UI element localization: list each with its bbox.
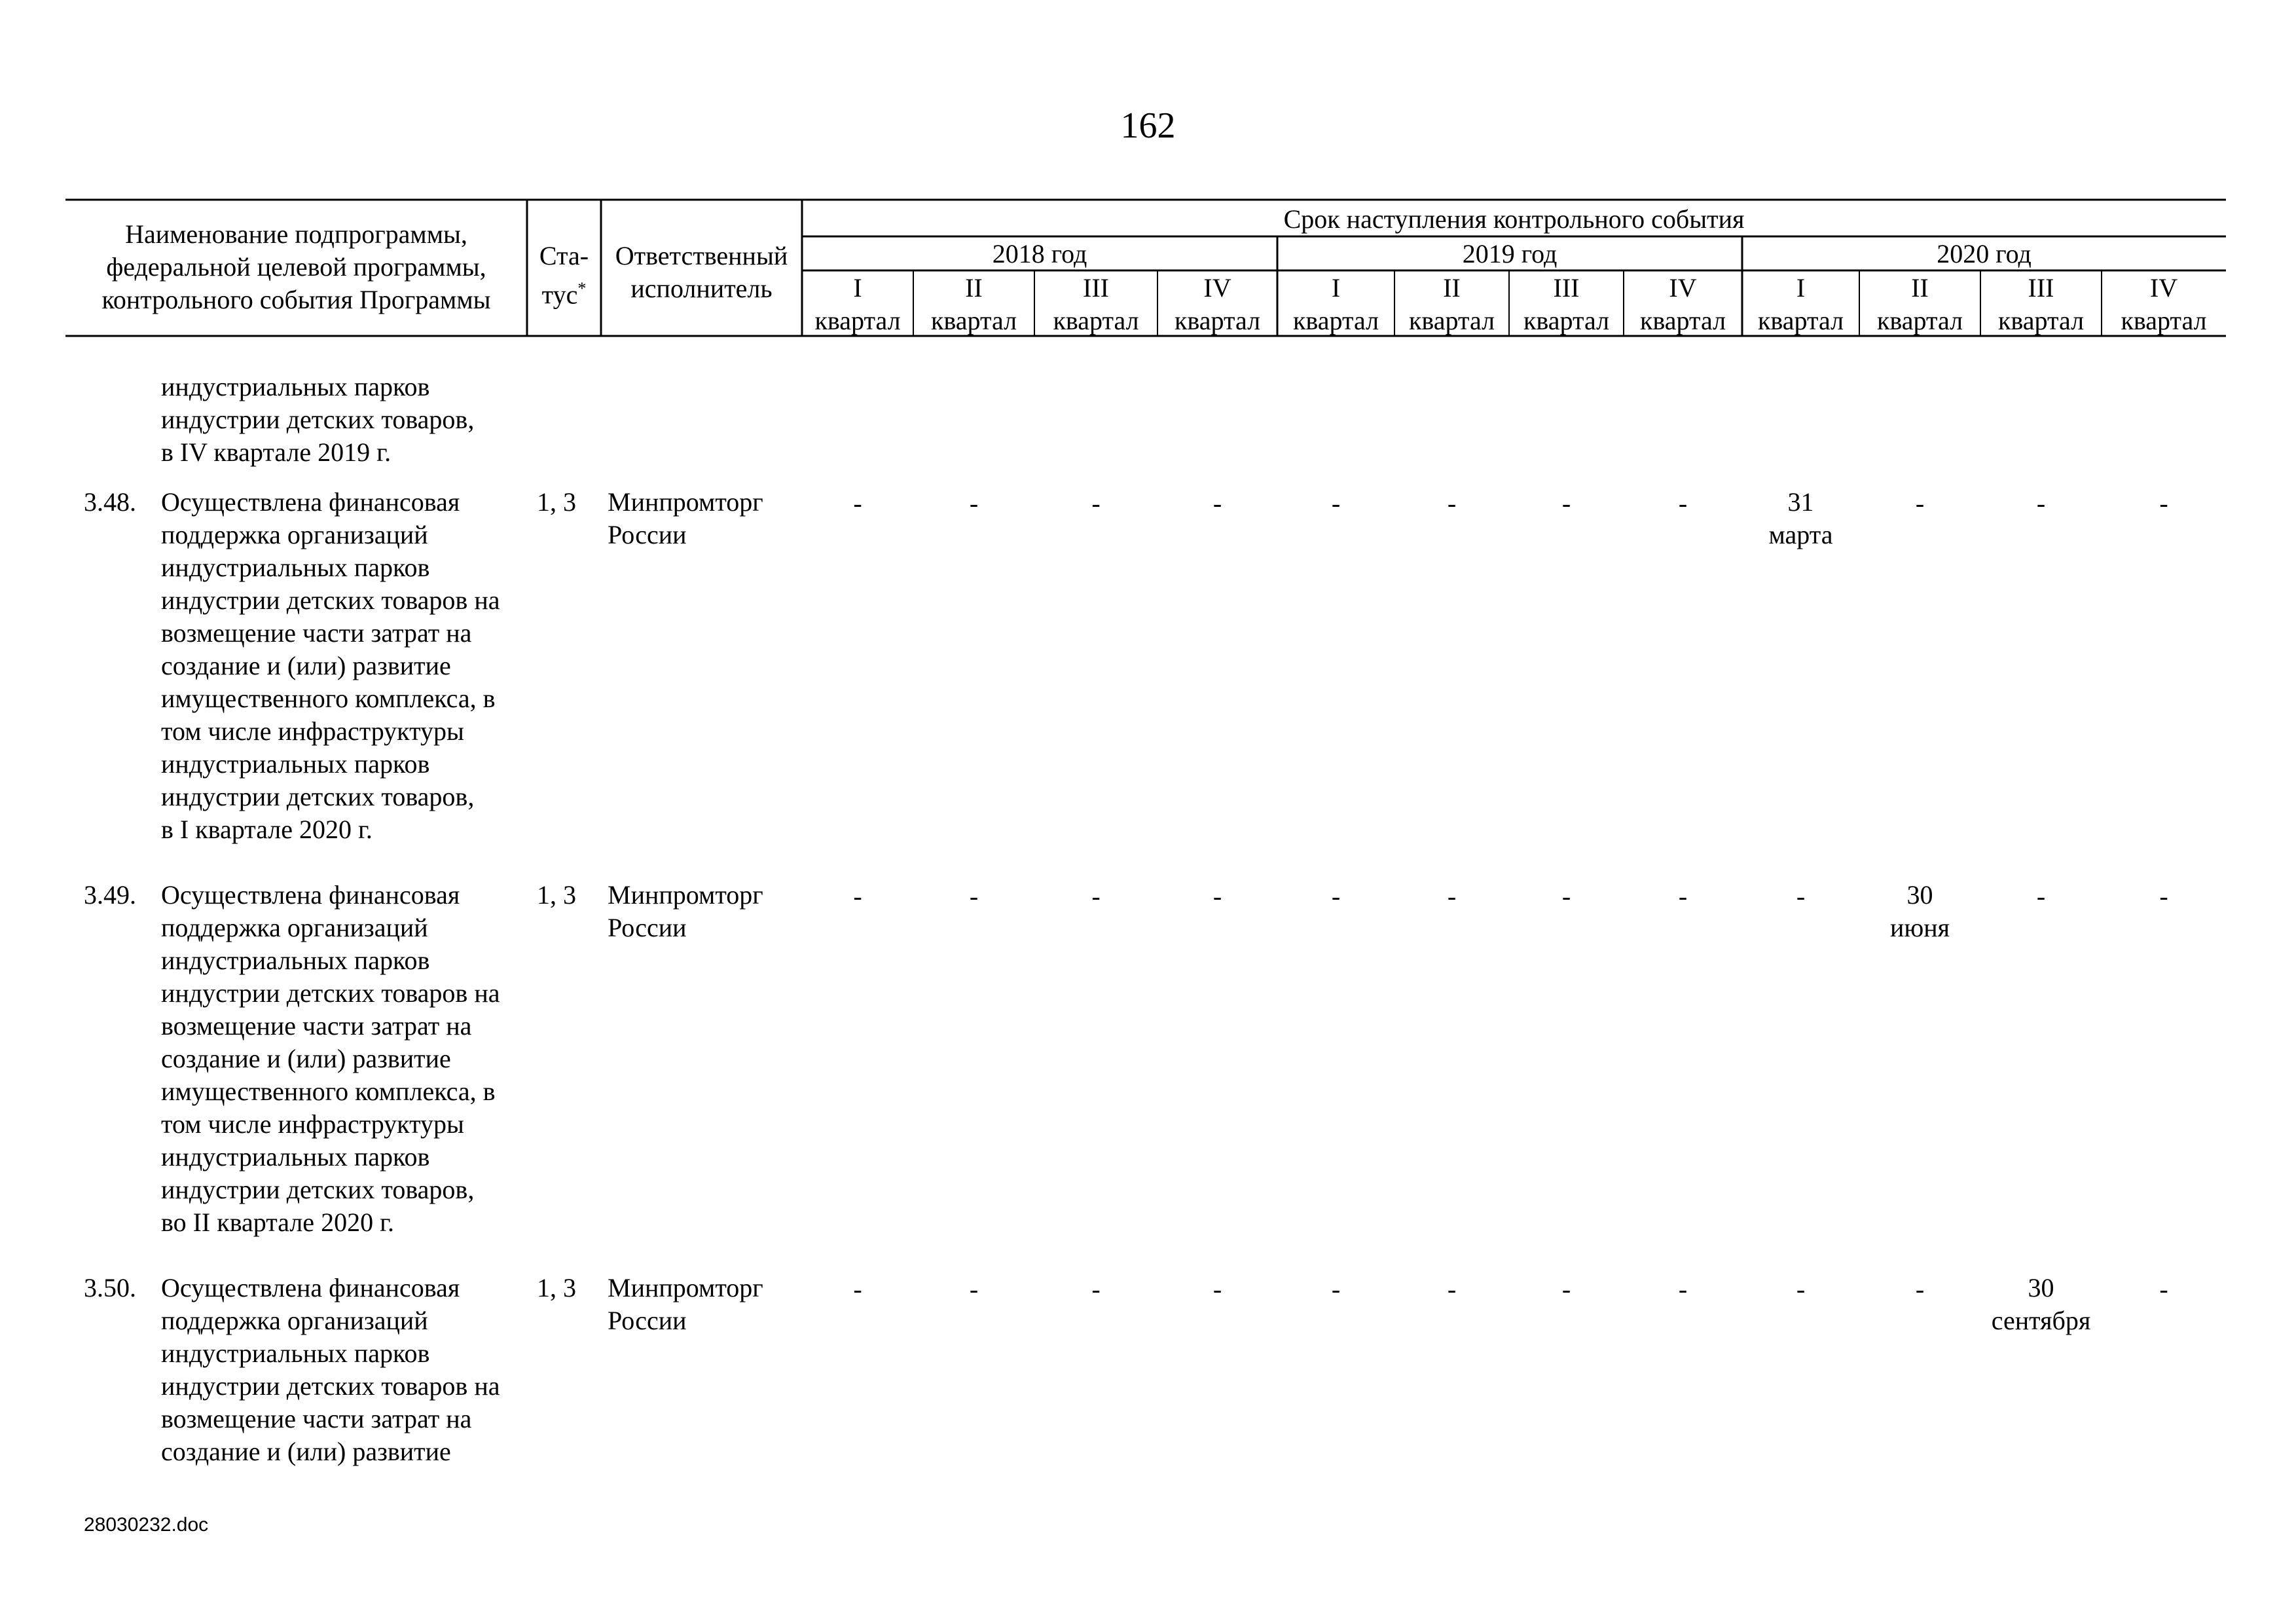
row-mark-date: 31 <box>1787 487 1814 517</box>
header-year-2019: 2019 год <box>1462 239 1558 268</box>
header-quarter-cell <box>1394 272 1509 337</box>
header-quarter-cell <box>1742 272 1859 337</box>
page-number: 162 <box>1120 105 1176 146</box>
row-status: 1, 3 <box>537 487 576 517</box>
row-mark-dash: - <box>853 1274 862 1304</box>
quarter-numeral: II <box>965 273 983 303</box>
row-mark-dash: - <box>1212 1274 1222 1304</box>
header-quarter-cell <box>1624 272 1742 337</box>
row-name-line: том числе инфраструктуры <box>161 1109 464 1139</box>
continuation-line: индустрии детских товаров, <box>161 405 475 434</box>
quarter-word: квартал <box>1523 306 1610 335</box>
row-mark-dash: - <box>1091 1274 1101 1304</box>
header-status-line: Ста- <box>539 241 589 270</box>
quarter-word: квартал <box>1408 306 1495 335</box>
row-mark-dash: - <box>969 1274 979 1304</box>
continuation-line: в IV квартале 2019 г. <box>161 437 392 467</box>
row-number: 3.49. <box>84 880 136 910</box>
row-mark-dash: - <box>1212 489 1222 518</box>
row-name-line: индустриальных парков <box>161 749 430 779</box>
row-mark-dash: - <box>1331 1274 1341 1304</box>
header-name-line: федеральной целевой программы, <box>106 252 486 282</box>
row-mark-dash: - <box>1447 881 1457 911</box>
quarter-word: квартал <box>1053 306 1139 335</box>
quarter-numeral: I <box>1796 273 1806 303</box>
row-name-line: возмещение части затрат на <box>161 618 472 648</box>
row-name-line: создание и (или) развитие <box>161 651 451 680</box>
quarter-word: квартал <box>1757 306 1844 335</box>
header-executor-line: Ответственный <box>615 241 788 270</box>
row-name-line: возмещение части затрат на <box>161 1011 472 1041</box>
row-executor-line: Минпромторг <box>608 1273 763 1302</box>
row-mark-dash: - <box>1091 881 1101 911</box>
row-mark-dash: - <box>1561 881 1571 911</box>
header-quarter-cell <box>1859 272 1980 337</box>
header-name-line: Наименование подпрограммы, <box>125 219 467 249</box>
row-name-line: индустрии детских товаров, <box>161 1175 475 1204</box>
header-status-text: тус <box>541 280 578 310</box>
row-mark-dash: - <box>1796 881 1806 911</box>
row-mark-date: сентября <box>1991 1306 2091 1335</box>
row-mark-date: марта <box>1768 520 1833 549</box>
header-status-line <box>527 272 601 311</box>
row-mark-dash: - <box>1331 881 1341 911</box>
quarter-numeral: III <box>1083 273 1109 303</box>
header-quarter-cell <box>913 272 1034 337</box>
header-quarter-cell <box>1980 272 2102 337</box>
header-year-2018: 2018 год <box>992 239 1087 268</box>
row-mark-dash: - <box>1678 881 1688 911</box>
row-name-line: создание и (или) развитие <box>161 1437 451 1466</box>
quarter-numeral: IV <box>1203 273 1231 303</box>
header-period-title: Срок наступления контрольного события <box>1283 204 1745 234</box>
row-mark-dash: - <box>1915 1274 1925 1304</box>
row-name-line: в I квартале 2020 г. <box>161 815 373 844</box>
quarter-word: квартал <box>1639 306 1726 335</box>
quarter-word: квартал <box>814 306 901 335</box>
row-name-line: поддержка организаций <box>161 1306 428 1335</box>
quarter-numeral: II <box>1443 273 1461 303</box>
row-mark-dash: - <box>2159 1274 2168 1304</box>
row-mark-date: июня <box>1889 913 1950 942</box>
row-number: 3.50. <box>84 1273 136 1302</box>
row-name-line: Осуществлена финансовая <box>161 1273 460 1302</box>
row-executor-line: России <box>608 1306 687 1335</box>
row-mark-dash: - <box>1561 489 1571 518</box>
row-mark-dash: - <box>1331 489 1341 518</box>
header-quarter-cell <box>1034 272 1157 337</box>
row-name-line: Осуществлена финансовая <box>161 487 460 517</box>
row-status: 1, 3 <box>537 1273 576 1302</box>
row-mark-dash: - <box>853 881 862 911</box>
row-name-line: поддержка организаций <box>161 520 428 549</box>
quarter-numeral: II <box>1911 273 1929 303</box>
row-name-line: во II квартале 2020 г. <box>161 1208 394 1237</box>
row-mark-dash: - <box>969 489 979 518</box>
quarter-word: квартал <box>1997 306 2085 335</box>
row-name-line: индустрии детских товаров на <box>161 1371 500 1401</box>
header-quarter-cell <box>1157 272 1277 337</box>
quarter-numeral: III <box>2028 273 2054 303</box>
row-mark-dash: - <box>2159 489 2168 518</box>
row-name-line: Осуществлена финансовая <box>161 880 460 910</box>
row-mark-dash: - <box>1678 1274 1688 1304</box>
row-name-line: том числе инфраструктуры <box>161 716 464 746</box>
row-mark-date: 30 <box>2028 1273 2054 1302</box>
quarter-word: квартал <box>1876 306 1963 335</box>
header-executor-line: исполнитель <box>630 274 773 303</box>
row-mark-dash: - <box>1091 489 1101 518</box>
row-mark-dash: - <box>2159 881 2168 911</box>
row-executor-line: Минпромторг <box>608 880 763 910</box>
row-name-line: индустрии детских товаров на <box>161 978 500 1008</box>
row-name-line: имущественного комплекса, в <box>161 684 496 713</box>
header-quarter-cell <box>802 272 913 337</box>
row-mark-dash: - <box>853 489 862 518</box>
row-mark-dash: - <box>1915 489 1925 518</box>
row-name-line: индустриальных парков <box>161 1142 430 1172</box>
continuation-line: индустриальных парков <box>161 372 430 401</box>
row-name-line: поддержка организаций <box>161 913 428 942</box>
quarter-numeral: I <box>853 273 862 303</box>
quarter-word: квартал <box>1174 306 1261 335</box>
row-mark-dash: - <box>1796 1274 1806 1304</box>
row-executor-line: России <box>608 520 687 549</box>
row-name-line: имущественного комплекса, в <box>161 1077 496 1106</box>
row-mark-dash: - <box>2036 881 2046 911</box>
row-executor-line: Минпромторг <box>608 487 763 517</box>
row-name-line: создание и (или) развитие <box>161 1044 451 1073</box>
header-quarter-cell <box>1509 272 1624 337</box>
row-number: 3.48. <box>84 487 136 517</box>
row-executor-line: России <box>608 913 687 942</box>
quarter-numeral: I <box>1331 273 1341 303</box>
row-name-line: индустрии детских товаров на <box>161 585 500 615</box>
quarter-word: квартал <box>930 306 1017 335</box>
row-name-line: индустрии детских товаров, <box>161 782 475 811</box>
quarter-numeral: IV <box>2149 273 2178 303</box>
header-quarter-cell <box>2102 272 2226 337</box>
row-name-line: индустриальных парков <box>161 1338 430 1368</box>
header-year-2020: 2020 год <box>1937 239 2032 268</box>
quarter-word: квартал <box>1292 306 1379 335</box>
row-mark-dash: - <box>2036 489 2046 518</box>
row-mark-dash: - <box>1678 489 1688 518</box>
row-mark-dash: - <box>1447 1274 1457 1304</box>
row-mark-date: 30 <box>1906 880 1933 910</box>
row-mark-dash: - <box>1212 881 1222 911</box>
header-status-footnote-mark: * <box>577 279 587 298</box>
header-quarter-cell <box>1277 272 1394 337</box>
row-mark-dash: - <box>969 881 979 911</box>
row-name-line: индустриальных парков <box>161 946 430 975</box>
header-name-line: контрольного события Программы <box>101 285 491 314</box>
row-status: 1, 3 <box>537 880 576 910</box>
quarter-numeral: III <box>1553 273 1580 303</box>
footer-filename: 28030232.doc <box>84 1514 209 1536</box>
row-name-line: индустриальных парков <box>161 553 430 582</box>
quarter-word: квартал <box>2121 306 2207 335</box>
row-mark-dash: - <box>1447 489 1457 518</box>
row-name-line: возмещение части затрат на <box>161 1404 472 1433</box>
row-mark-dash: - <box>1561 1274 1571 1304</box>
quarter-numeral: IV <box>1669 273 1697 303</box>
